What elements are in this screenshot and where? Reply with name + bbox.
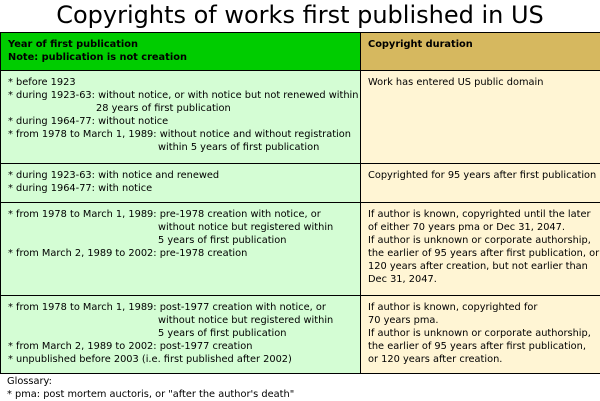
duration-cell bbox=[361, 71, 600, 164]
table-row-pre-1978-creation bbox=[1, 203, 600, 296]
duration-line: If author is known, copyrighted until the later bbox=[368, 209, 591, 220]
duration-line: Dec 31, 2047. bbox=[368, 274, 437, 285]
publication-conditions-cell bbox=[1, 164, 361, 203]
condition-line: * from 1978 to March 1, 1989: post-1977 creation with notice, or bbox=[8, 302, 326, 313]
publication-conditions-cell bbox=[1, 203, 361, 296]
condition-line: * unpublished before 2003 (i.e. first published after 2002) bbox=[8, 354, 292, 365]
copyright-table bbox=[0, 32, 600, 374]
duration-line: 120 years after creation, but not earlier than bbox=[368, 261, 588, 272]
header-year-of-publication bbox=[1, 33, 361, 71]
duration-line: of either 70 years pma or Dec 31, 2047. bbox=[368, 222, 566, 233]
header-note-label: Note: publication is not creation bbox=[8, 52, 187, 63]
condition-line: * during 1964-77: with notice bbox=[8, 183, 153, 194]
condition-line: * during 1923-63: without notice, or with notice but not renewed within bbox=[8, 90, 359, 101]
condition-line: * from March 2, 1989 to 2002: post-1977 creation bbox=[8, 341, 253, 352]
duration-cell bbox=[361, 296, 600, 374]
table-row-post-1977-creation bbox=[1, 296, 600, 374]
duration-line: If author is known, copyrighted for bbox=[368, 302, 538, 313]
duration-cell bbox=[361, 164, 600, 203]
publication-conditions-cell bbox=[1, 71, 361, 164]
duration-line: or 120 years after creation. bbox=[368, 354, 503, 365]
header-duration-label: Copyright duration bbox=[368, 39, 473, 50]
duration-line: 70 years pma. bbox=[368, 315, 439, 326]
condition-line: without notice but registered within bbox=[158, 222, 334, 233]
table-row-95-years bbox=[1, 164, 600, 203]
glossary-heading: Glossary: bbox=[7, 376, 52, 387]
condition-line: * before 1923 bbox=[8, 77, 76, 88]
header-copyright-duration bbox=[361, 33, 600, 71]
publication-conditions-cell bbox=[1, 296, 361, 374]
duration-line: If author is unknown or corporate authorship, bbox=[368, 328, 591, 339]
condition-line: * from March 2, 1989 to 2002: pre-1978 creation bbox=[8, 248, 248, 259]
table-header-row bbox=[1, 33, 600, 71]
duration-line: Work has entered US public domain bbox=[368, 77, 544, 88]
header-year-label: Year of first publication bbox=[8, 39, 138, 50]
condition-line: within 5 years of first publication bbox=[158, 142, 320, 153]
duration-line: If author is unknown or corporate authorship, bbox=[368, 235, 591, 246]
glossary bbox=[7, 375, 294, 401]
duration-line: the earlier of 95 years after first publication, or bbox=[368, 248, 600, 259]
table-row-public-domain bbox=[1, 71, 600, 164]
condition-line: 28 years of first publication bbox=[96, 103, 231, 114]
condition-line: 5 years of first publication bbox=[158, 328, 287, 339]
duration-line: the earlier of 95 years after first publication, bbox=[368, 341, 586, 352]
condition-line: 5 years of first publication bbox=[158, 235, 287, 246]
condition-line: * from 1978 to March 1, 1989: pre-1978 creation with notice, or bbox=[8, 209, 321, 220]
condition-line: * during 1964-77: without notice bbox=[8, 116, 169, 127]
chart-title: Copyrights of works first published in US bbox=[56, 1, 544, 29]
condition-line: * from 1978 to March 1, 1989: without notice and without registration bbox=[8, 129, 351, 140]
duration-cell bbox=[361, 203, 600, 296]
glossary-item: * pma: post mortem auctoris, or "after the author's death" bbox=[7, 389, 295, 400]
duration-line: Copyrighted for 95 years after first publication bbox=[368, 170, 597, 181]
condition-line: * during 1923-63: with notice and renewed bbox=[8, 170, 220, 181]
condition-line: without notice but registered within bbox=[158, 315, 334, 326]
